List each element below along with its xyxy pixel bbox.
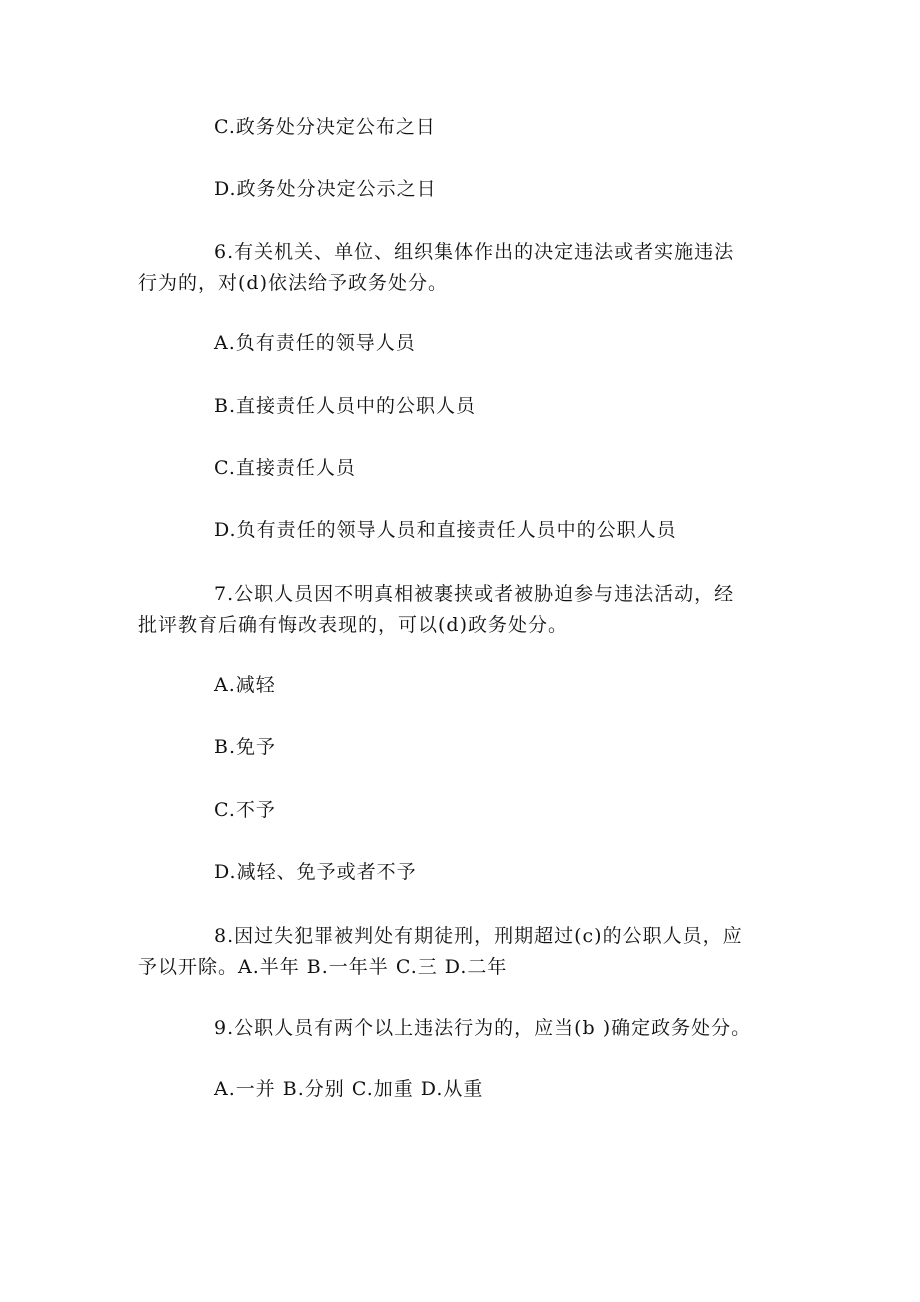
q6-option-d: D.负有责任的领导人员和直接责任人员中的公职人员 (214, 519, 677, 541)
q7-text-line1: 7.公职人员因不明真相被裹挟或者被胁迫参与违法活动，经 (214, 583, 735, 605)
q6-option-a: A.负有责任的领导人员 (214, 332, 416, 354)
q6-option-b: B.直接责任人员中的公职人员 (214, 395, 477, 417)
q8-text-line2: 予以开除。A.半年 B.一年半 C.三 D.二年 (138, 956, 508, 978)
q6-text-line1: 6.有关机关、单位、组织集体作出的决定违法或者实施违法 (214, 241, 735, 263)
q5-option-d: D.政务处分决定公示之日 (214, 178, 437, 200)
q7-option-c: C.不予 (214, 799, 276, 821)
q7-option-d: D.减轻、免予或者不予 (214, 861, 417, 883)
q7-option-a: A.减轻 (214, 674, 276, 696)
q7-option-b: B.免予 (214, 736, 277, 758)
q6-option-c: C.直接责任人员 (214, 457, 356, 479)
q9-options: A.一并 B.分别 C.加重 D.从重 (214, 1078, 484, 1100)
q7-text-line2: 批评教育后确有悔改表现的，可以(d)政务处分。 (138, 614, 568, 636)
q9-text: 9.公职人员有两个以上违法行为的，应当(b )确定政务处分。 (214, 1017, 752, 1039)
q6-text-line2: 行为的，对(d)依法给予政务处分。 (138, 272, 448, 294)
q5-option-c: C.政务处分决定公布之日 (214, 116, 436, 138)
q8-text-line1: 8.因过失犯罪被判处有期徒刑，刑期超过(c)的公职人员，应 (214, 925, 743, 947)
